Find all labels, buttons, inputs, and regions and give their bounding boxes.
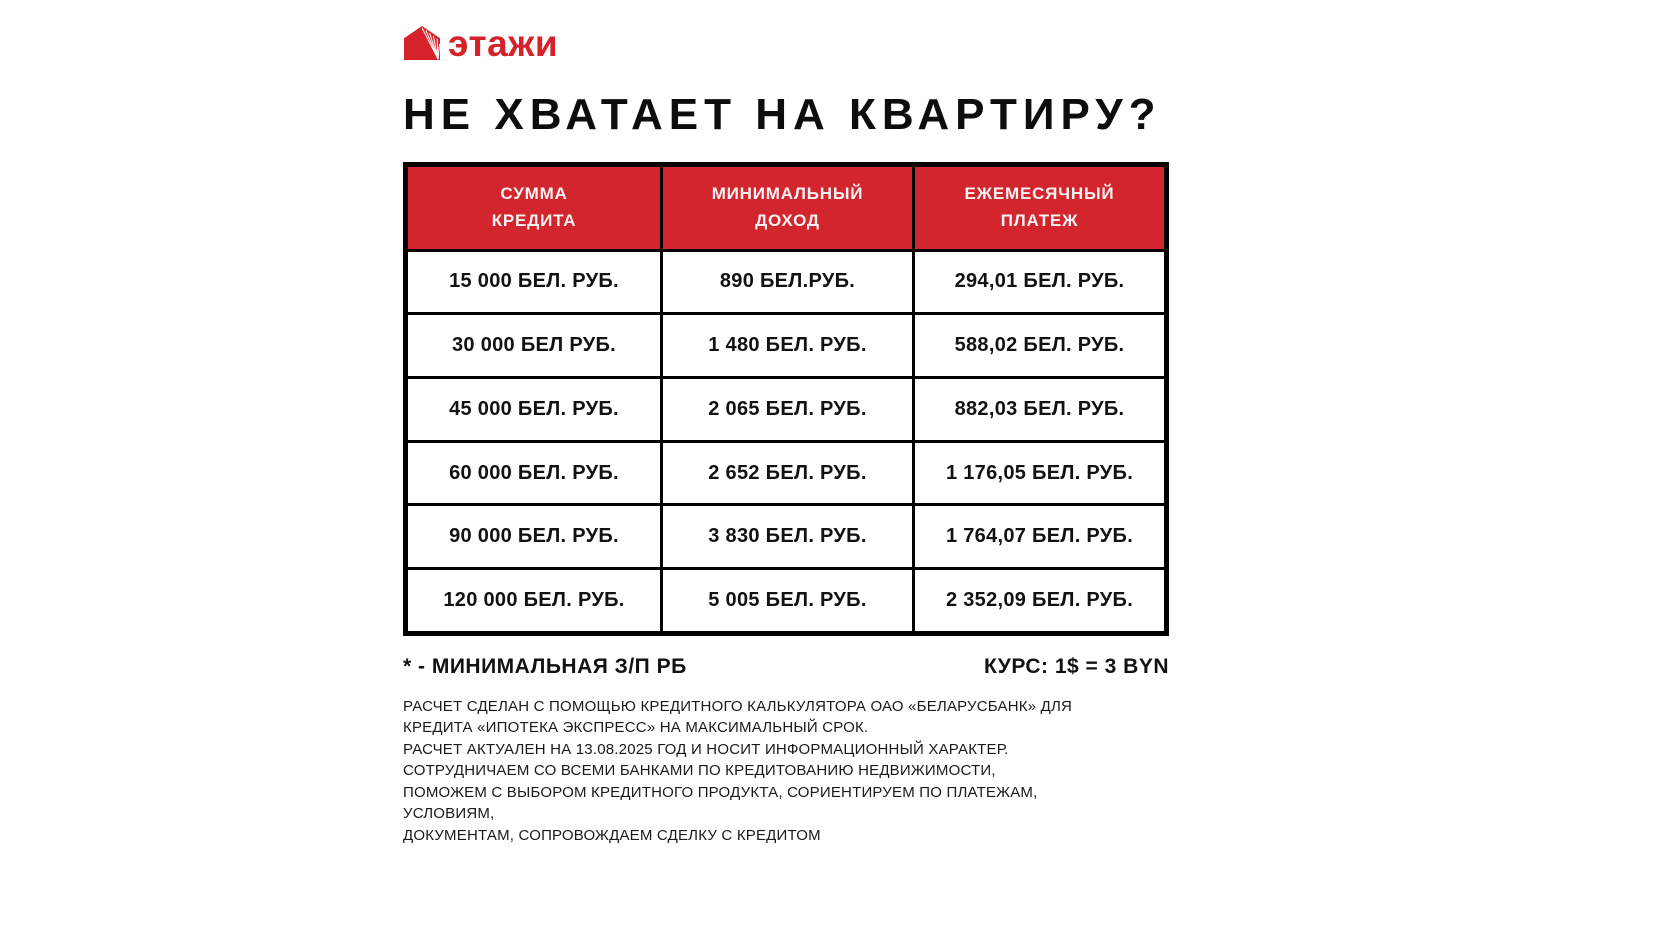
cell-monthly-payment: 1 764,07 БЕЛ. РУБ. — [912, 506, 1164, 567]
table-row — [408, 503, 1164, 567]
column-header-credit-sum — [408, 167, 660, 249]
header-line: ЕЖЕМЕСЯЧНЫЙ — [964, 184, 1115, 204]
disclaimer-line: ПОМОЖЕМ С ВЫБОРОМ КРЕДИТНОГО ПРОДУКТА, СОРИЕНТИРУЕМ ПО ПЛАТЕЖАМ, — [403, 783, 1038, 801]
header-line: СУММА — [500, 184, 568, 204]
cell-min-income: 2 065 БЕЛ. РУБ. — [660, 379, 912, 440]
page-title: НЕ ХВАТАЕТ НА КВАРТИРУ? — [403, 90, 1162, 139]
table-row — [408, 440, 1164, 504]
cell-credit-sum: 120 000 БЕЛ. РУБ. — [443, 588, 625, 611]
table-row — [408, 249, 1164, 313]
table-row — [408, 312, 1164, 376]
cell-credit-sum: 45 000 БЕЛ. РУБ. — [449, 397, 619, 420]
table-row — [408, 567, 1164, 631]
cell-monthly-payment: 294,01 БЕЛ. РУБ. — [912, 252, 1164, 313]
cell-credit-sum: 90 000 БЕЛ. РУБ. — [449, 525, 619, 548]
cell-credit-sum: 30 000 БЕЛ РУБ. — [452, 334, 616, 357]
footnote-exchange-rate: КУРС: 1$ = 3 BYN — [983, 654, 1169, 678]
header-line: ДОХОД — [755, 210, 820, 230]
cell-min-income: 3 830 БЕЛ. РУБ. — [660, 506, 912, 567]
column-header-min-income — [660, 167, 912, 249]
cell-monthly-payment: 882,03 БЕЛ. РУБ. — [912, 379, 1164, 440]
disclaimer-line: ДОКУМЕНТАМ, СОПРОВОЖДАЕМ СДЕЛКУ С КРЕДИТОМ — [403, 826, 821, 844]
infographic — [403, 0, 1169, 846]
cell-min-income: 5 005 БЕЛ. РУБ. — [660, 570, 912, 631]
disclaimer-line: УСЛОВИЯМ, — [403, 805, 495, 823]
header-line: КРЕДИТА — [491, 210, 577, 230]
cell-credit-sum: 15 000 БЕЛ. РУБ. — [449, 270, 619, 293]
house-fan-icon — [403, 25, 441, 61]
disclaimer-line: РАСЧЕТ СДЕЛАН С ПОМОЩЬЮ КРЕДИТНОГО КАЛЬКУЛЯТОРА ОАО «БЕЛАРУСБАНК» ДЛЯ — [403, 697, 1073, 715]
footnote-row — [403, 655, 1169, 679]
cell-monthly-payment: 1 176,05 БЕЛ. РУБ. — [912, 443, 1164, 504]
disclaimer-line: КРЕДИТА «ИПОТЕКА ЭКСПРЕСС» НА МАКСИМАЛЬНЫЙ СРОК. — [403, 719, 869, 737]
footnote-min-salary: * - МИНИМАЛЬНАЯ З/П РБ — [403, 654, 687, 678]
table-row — [408, 376, 1164, 440]
column-header-monthly-payment — [912, 167, 1164, 249]
brand-logo — [403, 22, 1169, 64]
credit-table — [403, 162, 1169, 636]
disclaimer-line: СОТРУДНИЧАЕМ СО ВСЕМИ БАНКАМИ ПО КРЕДИТОВАНИЮ НЕДВИЖИМОСТИ, — [403, 762, 996, 780]
cell-min-income: 1 480 БЕЛ. РУБ. — [660, 315, 912, 376]
brand-name: этажи — [448, 22, 559, 64]
disclaimer-line: РАСЧЕТ АКТУАЛЕН НА 13.08.2025 ГОД И НОСИТ ИНФОРМАЦИОННЫЙ ХАРАКТЕР. — [403, 740, 1009, 758]
cell-min-income: 890 БЕЛ.РУБ. — [660, 252, 912, 313]
cell-monthly-payment: 588,02 БЕЛ. РУБ. — [912, 315, 1164, 376]
cell-min-income: 2 652 БЕЛ. РУБ. — [660, 443, 912, 504]
cell-monthly-payment: 2 352,09 БЕЛ. РУБ. — [912, 570, 1164, 631]
table-header-row — [408, 167, 1164, 249]
disclaimer-text — [403, 696, 1169, 847]
header-line: МИНИМАЛЬНЫЙ — [711, 184, 864, 204]
cell-credit-sum: 60 000 БЕЛ. РУБ. — [449, 461, 619, 484]
header-line: ПЛАТЕЖ — [1000, 210, 1079, 230]
